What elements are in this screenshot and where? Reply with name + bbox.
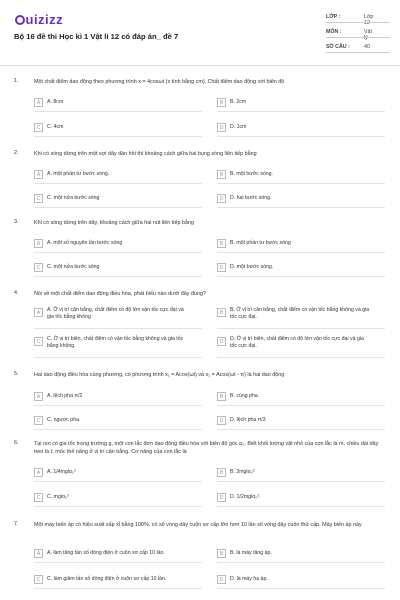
option-letter-box[interactable]: A (34, 392, 43, 401)
question-number: 6. (14, 440, 19, 446)
option-text: C. làm giảm tần số dòng điện ở cuộn sơ cấp 10 lần. (47, 576, 167, 582)
option-text: C. mglα₀² (47, 494, 69, 500)
meta-divider (326, 22, 390, 23)
meta-count-value: 40 (364, 44, 370, 50)
logo-q-icon (15, 15, 25, 25)
option-letter-box[interactable]: C (34, 416, 43, 425)
option-letter-box[interactable]: D (217, 575, 226, 584)
option-letter-box[interactable]: B (217, 468, 226, 477)
answer-option-d[interactable] (217, 415, 387, 426)
option-letter-box[interactable]: B (217, 549, 226, 558)
question-number: 7. (14, 521, 19, 527)
meta-divider (326, 37, 390, 38)
answer-option-b[interactable] (217, 169, 387, 180)
answer-option-c[interactable] (34, 574, 204, 585)
answer-option-c[interactable] (34, 415, 204, 426)
question-stem: Tại nơi có gia tốc trọng trường g, một con lắc đơn dao động điều hòa với biên độ góc α₀. Biết khối lượng vật nhỏ của con lắc là m, chiều dài dây treo là ℓ, mốc thế năng ở vị trí cân bằng. Cơ năng của con lắc là (34, 441, 379, 455)
option-letter-box[interactable]: B (217, 170, 226, 179)
option-letter-box[interactable]: B (217, 392, 226, 401)
option-text: B. một bước sóng. (230, 171, 273, 177)
option-letter-box[interactable]: C (34, 337, 43, 346)
answer-option-a[interactable] (34, 97, 204, 108)
option-underline (217, 429, 385, 430)
question-stem: Một máy biến áp có hiệu suất xấp xỉ bằng 100%, có số vòng dây cuộn sơ cấp lớn hơn 10 lần số vòng dây cuộn thứ cấp. Máy biến áp này (34, 522, 362, 528)
option-text: A. 1/4mglα₀² (47, 469, 76, 475)
option-text: D. lệch pha π/3 (230, 417, 266, 423)
option-text: B. cùng pha. (230, 393, 260, 399)
answer-option-b[interactable] (217, 467, 387, 478)
option-underline (217, 136, 385, 137)
option-text: D. Ở vị trí biên, chất điểm có độ lớn vận tốc cực đại và gia tốc cực đại. (230, 336, 364, 349)
answer-option-a[interactable] (34, 307, 204, 325)
answer-option-d[interactable] (217, 122, 387, 133)
option-text: A. lệch pha π/2 (47, 393, 83, 399)
question-stem: Khi có sóng dừng trên dây, khoảng cách giữa hai nút liên tiếp bằng (34, 220, 194, 226)
option-letter-box[interactable]: A (34, 468, 43, 477)
option-letter-box[interactable]: D (217, 263, 226, 272)
answer-option-c[interactable] (34, 122, 204, 133)
option-text: C. một nửa bước sóng (47, 264, 100, 270)
meta-subject-key: MÔN : (326, 29, 342, 35)
meta-class-key: LỚP : (326, 14, 341, 20)
option-letter-box[interactable]: B (217, 239, 226, 248)
answer-option-a[interactable] (34, 238, 204, 249)
question-number: 3. (14, 219, 19, 225)
question-stem: Một chất điểm dao động theo phương trình x = 4cosωt (x tính bằng cm). Chất điểm dao động với biên độ (34, 79, 285, 85)
option-letter-box[interactable]: C (34, 493, 43, 502)
option-underline (217, 183, 385, 184)
option-text: B. 2cm (230, 99, 247, 105)
option-text: D. 1/2mglα₀². (230, 494, 261, 500)
answer-option-b[interactable] (217, 238, 387, 249)
option-letter-box[interactable]: A (34, 308, 43, 317)
option-text: B. 2mglα₀² (230, 469, 255, 475)
option-letter-box[interactable]: A (34, 549, 43, 558)
option-underline (34, 207, 202, 208)
worksheet-header (0, 0, 400, 62)
option-letter-box[interactable]: A (34, 170, 43, 179)
option-text: A. một số nguyên lần bước sóng (47, 240, 123, 246)
question-number: 5. (14, 371, 19, 377)
option-text: B. Ở vị trí cân bằng, chất điểm có vận tốc bằng không và gia tốc cực đại. (230, 307, 370, 320)
answer-option-b[interactable] (217, 97, 387, 108)
option-underline (34, 588, 202, 589)
answer-option-c[interactable] (34, 262, 204, 273)
answer-option-b[interactable] (217, 548, 387, 559)
option-underline (217, 588, 385, 589)
option-text: D. một bước sóng. (230, 264, 274, 270)
answer-option-b[interactable] (217, 391, 387, 402)
option-letter-box[interactable]: C (34, 194, 43, 203)
answer-option-c[interactable] (34, 193, 204, 204)
question-stem: Hai dao động điều hòa cùng phương, có phương trình x₁ = Acos(ωt) và x₂ = Acos(ωt - π) là hai dao động (34, 372, 285, 378)
option-text: C. ngược pha. (47, 417, 81, 423)
option-underline (217, 357, 385, 358)
answer-option-b[interactable] (217, 307, 387, 325)
option-letter-box[interactable]: D (217, 493, 226, 502)
option-underline (34, 429, 202, 430)
option-text: D. là máy hạ áp. (230, 576, 268, 582)
option-underline (34, 328, 202, 329)
meta-subject-value: Vật lý (364, 29, 372, 41)
question-stem: Nói về một chất điểm dao động điều hòa, phát biểu nào dưới đây đúng? (34, 291, 206, 297)
option-underline (34, 276, 202, 277)
answer-option-c[interactable] (34, 492, 204, 503)
answer-option-d[interactable] (217, 262, 387, 273)
option-text: C. một nửa bước sóng (47, 195, 100, 201)
option-underline (217, 207, 385, 208)
option-underline (34, 252, 202, 253)
option-underline (217, 276, 385, 277)
option-letter-box[interactable]: D (217, 416, 226, 425)
option-letter-box[interactable]: C (34, 263, 43, 272)
worksheet-title: Bộ 16 đề thi Học kì 1 Vật lí 12 có đáp án_ đề 7 (14, 32, 179, 41)
answer-option-a[interactable] (34, 467, 204, 478)
option-underline (217, 481, 385, 482)
option-text: A. Ở vị trí cân bằng, chất điểm có độ lớn vận tốc cực đại và gia tốc bằng không (47, 307, 184, 320)
option-underline (217, 562, 385, 563)
meta-class-value: Lớp 12 (364, 14, 374, 26)
option-text: D. 1cm (230, 124, 247, 130)
option-underline (34, 481, 202, 482)
option-text: B. một phần tư bước sóng (230, 240, 291, 246)
option-letter-box[interactable]: D (217, 194, 226, 203)
option-underline (34, 136, 202, 137)
option-underline (34, 357, 202, 358)
logo-text: uizizz (25, 12, 64, 27)
option-text: A. một phần tư bước sóng. (47, 171, 110, 177)
option-underline (34, 183, 202, 184)
option-text: A. 8cm (47, 99, 64, 105)
header-divider (0, 65, 400, 66)
option-letter-box[interactable]: B (217, 98, 226, 107)
option-letter-box[interactable]: D (217, 123, 226, 132)
option-text: B. là máy tăng áp. (230, 550, 272, 556)
answer-option-d[interactable] (217, 492, 387, 503)
answer-option-c[interactable] (34, 336, 204, 354)
option-text: C. 4cm (47, 124, 64, 130)
answer-option-d[interactable] (217, 193, 387, 204)
option-letter-box[interactable]: C (34, 123, 43, 132)
question-number: 2. (14, 150, 19, 156)
option-underline (34, 506, 202, 507)
option-text: A. làm tăng tần số dòng điện ở cuộn sơ cấp 10 lần. (47, 550, 165, 556)
option-letter-box[interactable]: C (34, 575, 43, 584)
answer-option-a[interactable] (34, 391, 204, 402)
answer-option-d[interactable] (217, 336, 387, 354)
question-number: 1. (14, 78, 19, 84)
option-underline (34, 405, 202, 406)
question-number: 4. (14, 290, 19, 296)
question-stem: Khi có sóng dừng trên một sợi dây đàn hồi thì khoảng cách giữa hai bụng sóng liên tiếp bằng (34, 151, 257, 157)
answer-option-a[interactable] (34, 169, 204, 180)
option-underline (217, 506, 385, 507)
quizizz-logo (14, 12, 63, 27)
option-underline (34, 111, 202, 112)
answer-option-a[interactable] (34, 548, 204, 559)
option-underline (217, 405, 385, 406)
option-letter-box[interactable]: B (217, 308, 226, 317)
option-underline (217, 111, 385, 112)
option-letter-box[interactable]: A (34, 239, 43, 248)
meta-divider (326, 52, 390, 53)
option-letter-box[interactable]: A (34, 98, 43, 107)
option-underline (217, 252, 385, 253)
option-underline (217, 328, 385, 329)
option-text: D. hai bước sóng. (230, 195, 272, 201)
answer-option-d[interactable] (217, 574, 387, 585)
option-letter-box[interactable]: D (217, 337, 226, 346)
meta-count-key: SỐ CÂU : (326, 44, 350, 50)
option-underline (34, 562, 202, 563)
option-text: C. Ở vị trí biên, chất điểm có vận tốc bằng không và gia tốc bằng không. (47, 336, 184, 349)
